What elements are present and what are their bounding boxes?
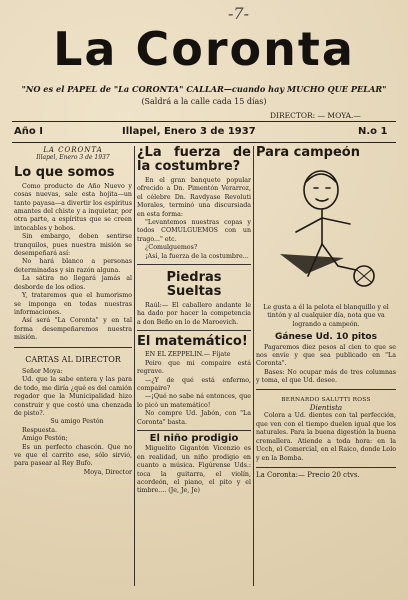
dateline [14,126,394,140]
carta-body: Ud. que la sabe entera y las para de todo, me diría ¿qué es del camión regador que la Municipalidad hizo construir y que costó una chenzada de pisto?. [14,376,132,417]
cartas-title: CARTAS AL DIRECTOR [25,354,121,364]
paragraph: ¡Así, la fuerza de la costumbre... [137,253,251,265]
dateline-rule [12,142,396,143]
headline-piedras-sueltas: Piedras Sueltas [166,270,222,300]
top-rule [12,121,396,122]
column-1 [14,146,132,594]
page-number: -7- [228,4,249,23]
paragraph: Sin embargo, deben sentirse tranquilos, pues nuestra misión se desempeñará así: [14,233,132,258]
carta-reply-label: Respuesta. [22,426,58,434]
dateline-place-date: Illapel, Enero 3 de 1937 [122,126,256,137]
paragraph: Así será "La Coronta" y en tal forma desempeñaremos nuestra misión. [14,317,132,347]
illustration-caption: Le gusta a él la pelota el blanquillo y el tintón y al cualquier día, nota que va logrando a campeón. [263,304,389,328]
paragraph: Y, trataremos que el humorismo se imponga en todas nuestras informaciones. [14,292,132,316]
byline-title: Dientista [309,404,343,413]
masthead-motto: "NO es el PAPEL de "La CORONTA" CALLAR—cuando hay MUCHO QUE PELAR" [21,84,387,94]
paragraph: Como producto de Año Nuevo y cosas nuevas, sale esta hojita—un tanto payasa—a divertir los espíritus amantes del chiste y a inquietar, por otra parte, a espíritus que se creen intocables y bobos. [14,182,132,232]
kicker-date: Illapel, Enero 3 de 1937 [36,154,110,162]
headline-lo-que-somos: Lo que somos [14,164,115,180]
paragraph: No compre Ud. Jabón, con "La Coronta" basta. [137,410,251,431]
masthead-director: DIRECTOR: — MOYA.— [270,111,361,120]
masthead-schedule: (Saldrá a la calle cada 15 días) [141,97,267,106]
price-line: La Coronta:— Precio 20 ctvs. [256,467,396,479]
column-2 [137,146,251,594]
paragraph: Pagaremos diez pesos al cien to que se nos envíe y que sea publicado en "La Coronta". [256,343,396,368]
carta-salutation: Señor Moya: [22,367,63,375]
headline-ganese-10-pitos: Gánese Ud. 10 pitos [275,332,377,343]
paragraph: —¡Qué no sabe ná entonces, que lo picó un matemático! [137,393,251,409]
paragraph: Raúl:— El caballero andante le ha dado por hacer la competencia a don Beño en lo de Maroevich. [137,302,251,331]
paragraph: La sátira no llegará jamás al desborde de los odios. [14,275,132,291]
dateline-year: Año I [14,126,43,137]
paragraph: No hará blanco a personas determinadas y sin razón alguna. [14,258,132,274]
football-caricature-illustration [266,162,386,302]
paragraph: "Levantemos nuestras copas y todos COMULGUEMOS con un trago..." etc. [137,219,251,243]
column-divider [134,146,135,586]
headline-nino-prodigio: El niño prodigio [149,432,239,444]
paragraph: ¿Comulguemos? [145,244,198,252]
paragraph: En el gran banquete popular ofrecido a Dn. Pimentón Verarroz, el célebre Dn. Ravdyase Revoluti Morales, terminó una discursiada en esta forma: [137,177,251,218]
masthead-title: La Coronta [53,22,355,76]
paragraph: Miguelito Gigantón Vicenzio es en realidad, un niño prodigio en cuanto a música. Figúrense Uds.: toca la guitarra, el violín, acordeón, el piano, el pito y el timbre.... (Je, Je, Je) [137,445,251,495]
byline: BERNARDO SALUTTI ROSS [281,396,371,403]
headline-fuerza-costumbre: ¿La fuerza de la costumbre? [137,146,251,174]
carta-reply-signature: Moya, Director [83,468,132,476]
carta-reply-salute: Amigo Pestón; [22,435,68,443]
paragraph: Peiro que mi compaire está regrave. [137,359,251,376]
paragraph: EN EL ZEPPELIN.— Fíjate [145,351,231,359]
column-3 [256,146,396,594]
paragraph: —¿Y de qué está enfermo, compaire? [137,376,251,392]
dateline-number: N.o 1 [358,126,388,137]
headline-el-matematico: El matemático! [137,334,248,350]
carta-signature: Su amigo Pestón [50,418,104,426]
kicker: LA CORONTA [43,146,103,154]
headline-para-campeon: Para campeón [256,146,360,160]
column-divider [253,146,254,586]
carta-reply: Es un perfecto chascón. Que no ve que el carrito ese, sólo sirvió, para pasear al Rey Bufo. [14,443,132,468]
paragraph: Bases: No ocupar más de tres columnas y toma, el que Ud. desee. [256,369,396,390]
paragraph: Colora a Ud. dientes con tal perfección, que ven con el tiempo duelen igual que los naturales. Para la buena digestión la buena cremallera. Atiende a toda hora: en la Ucch, el Comercial, en el Raico, donde Lolo y en la Bomba. [256,412,396,462]
